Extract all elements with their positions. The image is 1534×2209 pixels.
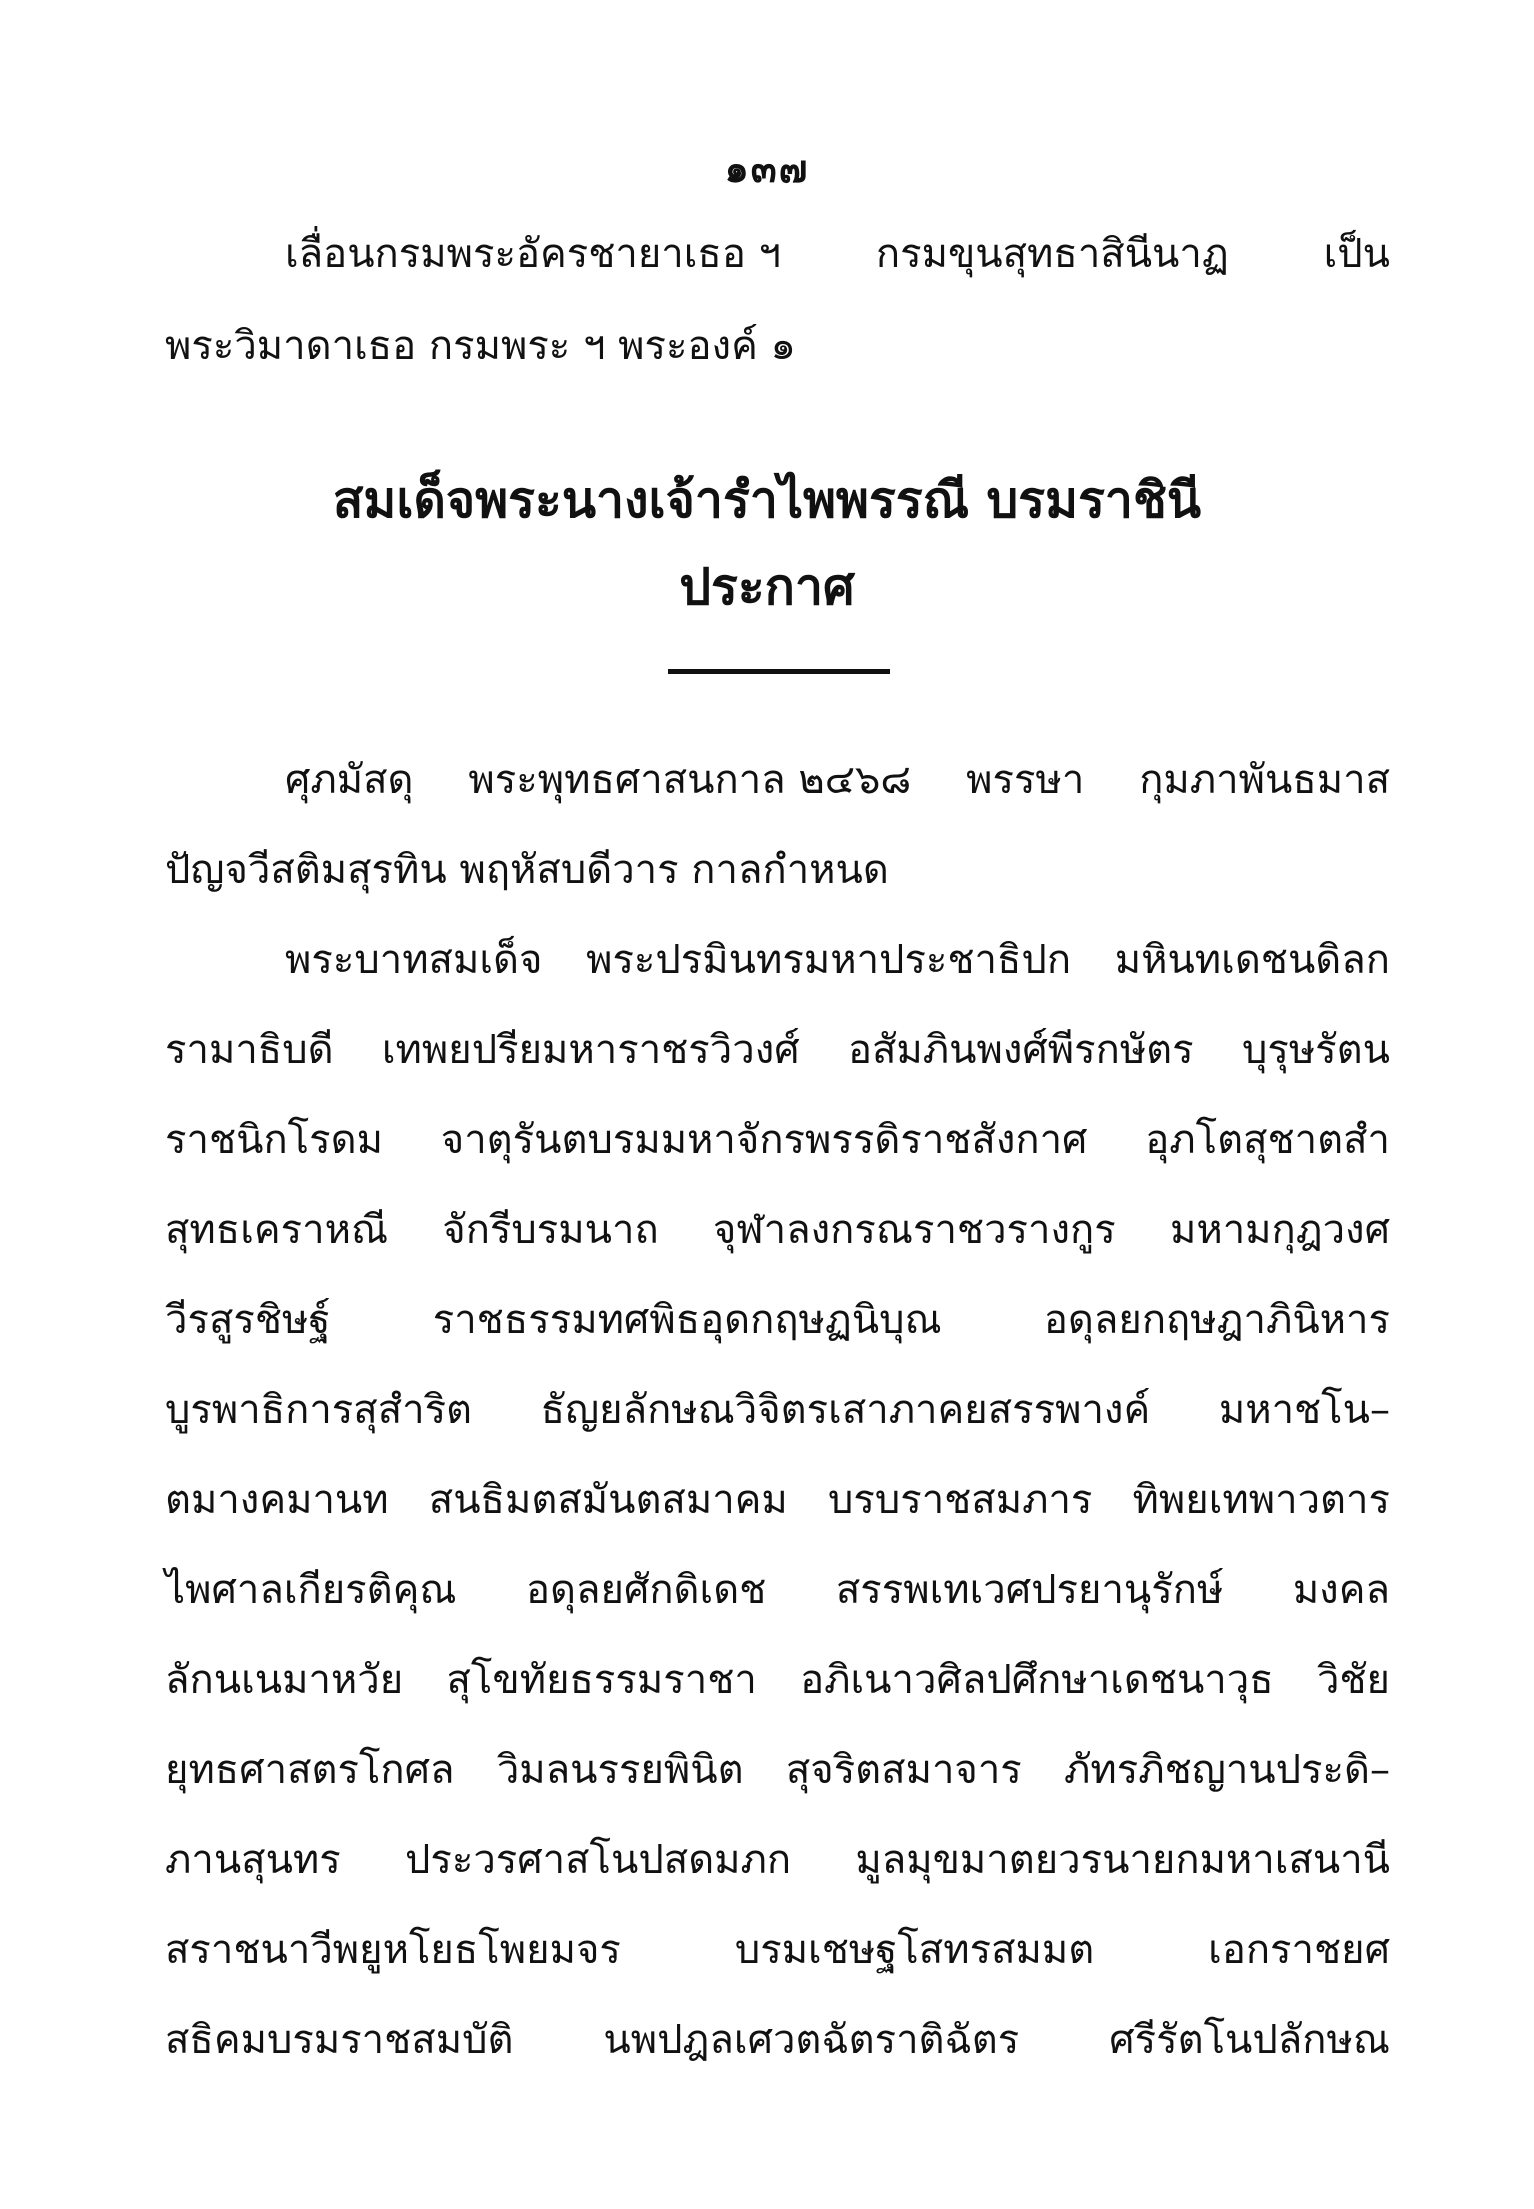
body-segment: รามาธิบดี xyxy=(165,1027,334,1073)
body-segment: ประวรศาสโนปสดมภก xyxy=(404,1837,792,1883)
body-segment: สราชนาวีพยูหโยธโพยมจร xyxy=(165,1927,621,1973)
body-segment: ทิพยเทพาวตาร xyxy=(1132,1477,1390,1523)
body-segment: พระพุทธศาสนกาล ๒๔๖๘ xyxy=(468,757,912,803)
body-segment: อุภโตสุชาตสำ xyxy=(1145,1117,1390,1163)
body-segment: ยุทธศาสตรโกศล xyxy=(165,1747,455,1793)
body-segment: ภัทรภิชญานประดิ– xyxy=(1064,1747,1390,1793)
body-segment: มหาชโน– xyxy=(1218,1387,1390,1433)
body-segment: วิชัย xyxy=(1316,1657,1390,1703)
heading-segment: เลื่อนกรมพระอัครชายาเธอ ฯ xyxy=(285,231,782,277)
body-segment: พรรษา xyxy=(966,757,1085,803)
heading-segment: พระวิมาดาเธอ กรมพระ ฯ พระองค์ ๑ xyxy=(165,323,796,369)
body-segment: ราชนิกโรดม xyxy=(165,1117,383,1163)
body-segment: จุฬาลงกรณราชวรางกูร xyxy=(712,1207,1116,1253)
body-segment: ธัญยลักษณวิจิตรเสาภาคยสรรพางค์ xyxy=(540,1387,1151,1433)
body-segment: ลักนเนมาหวัย xyxy=(165,1657,404,1703)
body-segment: กุมภาพันธมาส xyxy=(1139,757,1390,803)
body-segment: ภานสุนทร xyxy=(165,1837,341,1883)
body-line xyxy=(165,1382,1390,1438)
body-segment: สธิคมบรมราชสมบัติ xyxy=(165,2017,514,2063)
body-segment: มหินทเดชนดิลก xyxy=(1114,937,1390,983)
body-segment: พระบาทสมเด็จ xyxy=(285,937,543,983)
heading-line xyxy=(285,226,1390,282)
body-segment: ศรีรัตโนปลักษณ xyxy=(1109,2017,1390,2063)
heading-segment: เป็น xyxy=(1323,231,1390,277)
body-segment: สรรพเทเวศปรยานุรักษ์ xyxy=(835,1567,1224,1613)
body-segment: อภิเนาวศิลปศึกษาเดชนาวุธ xyxy=(800,1657,1274,1703)
body-segment: อสัมภินพงศ์พีรกษัตร xyxy=(847,1027,1194,1073)
body-line xyxy=(165,1652,1390,1708)
body-line xyxy=(165,1292,1390,1348)
body-segment: พระปรมินทรมหาประชาธิปก xyxy=(586,937,1072,983)
body-line xyxy=(165,1922,1390,1978)
body-segment: สุทธเคราหณี xyxy=(165,1207,389,1253)
body-segment: จักรีบรมนาถ xyxy=(442,1207,659,1253)
body-line xyxy=(165,1112,1390,1168)
body-segment: ราชธรรมทศพิธอุดกฤษฏนิบุณ xyxy=(432,1297,942,1343)
body-line xyxy=(165,842,1390,898)
body-segment: วิมลนรรยพินิต xyxy=(496,1747,744,1793)
body-segment: สุจริตสมาจาร xyxy=(785,1747,1022,1793)
body-segment: อดุลยศักดิเดช xyxy=(526,1567,767,1613)
body-segment: ไพศาลเกียรติคุณ xyxy=(165,1567,457,1613)
body-segment: ศุภมัสดุ xyxy=(285,757,414,803)
body-segment: จาตุรันตบรมมหาจักรพรรดิราชสังกาศ xyxy=(440,1117,1088,1163)
body-segment: เทพยปรียมหาราชรวิวงศ์ xyxy=(381,1027,800,1073)
body-segment: วีรสูรชิษฐ์ xyxy=(165,1297,331,1343)
body-line xyxy=(285,752,1390,808)
body-segment: เอกราชยศ xyxy=(1208,1927,1390,1973)
page-number: ๑๓๗ xyxy=(724,146,810,191)
body-line xyxy=(165,2012,1390,2068)
body-line xyxy=(165,1562,1390,1618)
body-line xyxy=(165,1202,1390,1258)
body-segment: บรบราชสมภาร xyxy=(827,1477,1093,1523)
body-line xyxy=(285,932,1390,988)
body-segment: มูลมุขมาตยวรนายกมหาเสนานี xyxy=(855,1837,1390,1883)
body-segment: บูรพาธิการสุสำริต xyxy=(165,1387,473,1433)
body-line xyxy=(165,1472,1390,1528)
document-title: สมเด็จพระนางเจ้ารำไพพรรณี บรมราชินี xyxy=(332,470,1202,529)
body-segment: สุโขทัยธรรมราชา xyxy=(446,1657,757,1703)
body-segment: ปัญจวีสติมสุรทิน พฤหัสบดีวาร กาลกำหนด xyxy=(165,847,889,893)
body-line xyxy=(165,1742,1390,1798)
heading-line xyxy=(165,318,1390,374)
body-segment: นพปฎลเศวตฉัตราติฉัตร xyxy=(603,2017,1020,2063)
title-divider xyxy=(668,669,890,674)
body-segment: มหามกุฎวงศ xyxy=(1169,1207,1390,1253)
heading-segment: กรมขุนสุทธาสินีนาฏ xyxy=(875,231,1229,277)
body-segment: สนธิมตสมันตสมาคม xyxy=(428,1477,788,1523)
body-segment: บรมเชษฐโสทรสมมต xyxy=(734,1927,1095,1973)
body-segment: มงคล xyxy=(1292,1567,1390,1613)
document-subtitle: ประกาศ xyxy=(679,557,855,616)
body-segment: ตมางคมานท xyxy=(165,1477,389,1523)
body-segment: อดุลยกฤษฎาภินิหาร xyxy=(1043,1297,1390,1343)
body-segment: บุรุษรัตน xyxy=(1241,1027,1390,1073)
body-line xyxy=(165,1022,1390,1078)
body-line xyxy=(165,1832,1390,1888)
